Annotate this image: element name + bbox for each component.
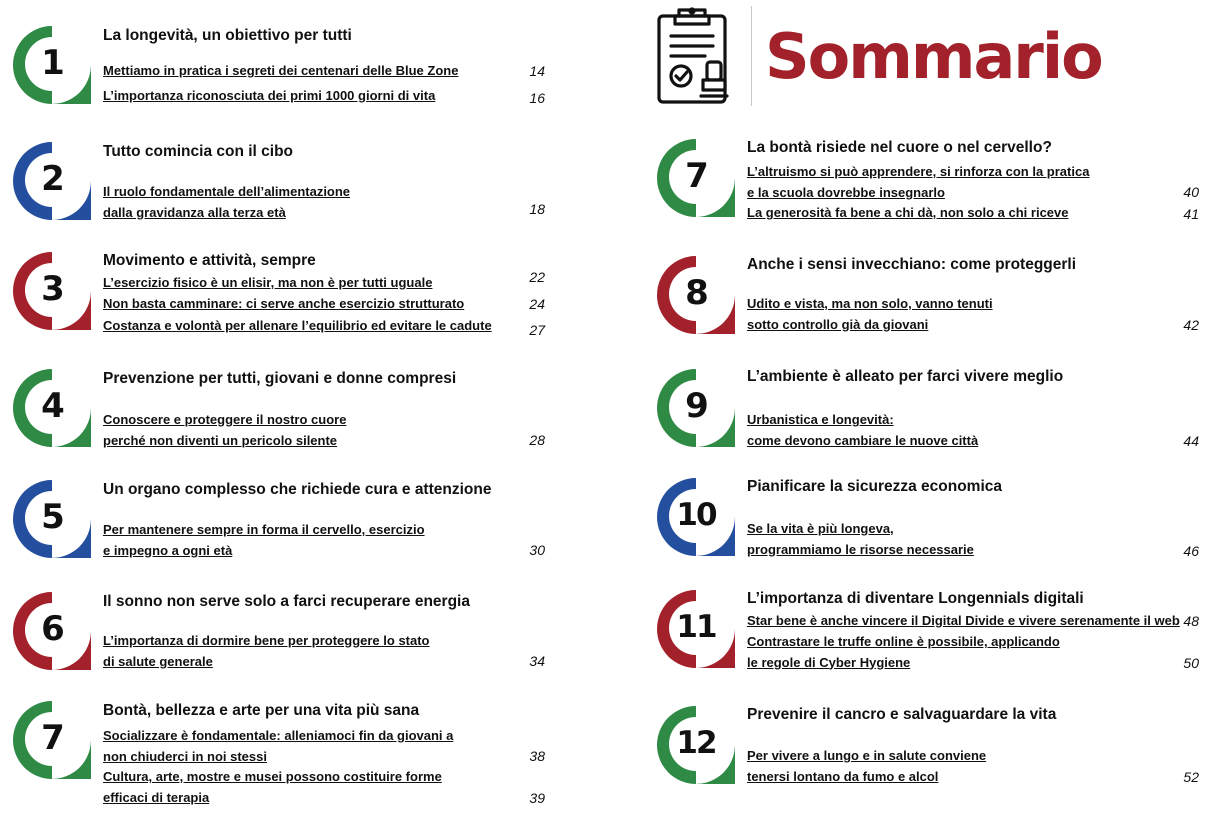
toc-entry-link[interactable]: Non basta camminare: ci serve anche esercizio strutturato [103,296,465,311]
section-number: 7 [685,156,707,196]
header-divider [751,6,752,106]
section-number: 8 [685,273,707,313]
page-number: 28 [529,432,545,448]
section-title: Movimento e attività, sempre [103,252,316,269]
page-number: 30 [529,542,545,558]
section-title: Pianificare la sicurezza economica [747,478,1003,495]
toc-entry-link[interactable]: le regole di Cyber Hygiene [747,654,911,670]
page-number: 18 [529,201,545,217]
section-number: 1 [41,43,63,83]
toc-entry-link[interactable]: Socializzare è fondamentale: alleniamoci fin da giovani a [103,728,454,743]
toc-entry-link[interactable]: e la scuola dovrebbe insegnarlo [747,184,945,200]
toc-entry-link[interactable]: Udito e vista, ma non solo, vanno tenuti [747,296,993,311]
toc-entry-link[interactable]: Per mantenere sempre in forma il cervello, esercizio [103,522,425,537]
page-number: 16 [529,90,545,106]
toc-entry-link[interactable]: Cultura, arte, mostre e musei possono costituire forme [103,769,442,784]
toc-entry-link[interactable]: come devono cambiare le nuove città [747,432,979,448]
toc-entry-link[interactable]: L’esercizio fisico è un elisir, ma non è per tutti uguale [103,275,433,290]
page-number: 50 [1183,655,1199,671]
section-title: Prevenzione per tutti, giovani e donne compresi [103,370,457,387]
section-number: 6 [41,609,63,649]
section-number: 11 [676,609,716,645]
section-number: 2 [41,159,63,199]
section-title: La bontà risiede nel cuore o nel cervello? [747,139,1052,156]
page-number: 34 [529,653,545,669]
toc-entry-link[interactable]: Mettiamo in pratica i segreti dei centenari delle Blue Zone [103,63,459,78]
section-title: L’ambiente è alleato per farci vivere meglio [747,368,1064,385]
section-title: Anche i sensi invecchiano: come proteggerli [747,256,1077,273]
section-number: 5 [41,497,63,537]
page-title: Sommario [765,20,1102,93]
page-number: 42 [1183,317,1199,333]
page-number: 52 [1183,769,1199,785]
toc-entry-link[interactable]: tenersi lontano da fumo e alcol [747,768,939,784]
page-number: 44 [1183,433,1199,449]
toc-entry-link[interactable]: sotto controllo già da giovani [747,316,929,332]
toc-entry-link[interactable]: Costanza e volontà per allenare l’equilibrio ed evitare le cadute [103,318,492,333]
page-number: 39 [529,790,545,806]
section-number: 9 [685,386,707,426]
section-number: 4 [41,386,63,426]
section-title: L’importanza di diventare Longennials digitali [747,590,1084,607]
section-number: 12 [676,725,716,761]
section-title: La longevità, un obiettivo per tutti [103,27,352,44]
toc-entry-link[interactable]: Contrastare le truffe online è possibile, applicando [747,634,1060,649]
section-title: Bontà, bellezza e arte per una vita più sana [103,702,420,719]
toc-entry-link[interactable]: perché non diventi un pericolo silente [103,432,338,448]
page-number: 48 [1183,613,1199,629]
toc-entry-link[interactable]: Star bene è anche vincere il Digital Divide e vivere serenamente il web [747,613,1180,628]
page-number: 14 [529,63,545,79]
clipboard-stamp-icon [655,4,741,108]
page-number: 41 [1183,206,1199,222]
toc-entry-link[interactable]: Urbanistica e longevità: [747,412,894,427]
section-title: Un organo complesso che richiede cura e attenzione [103,481,492,498]
sommario-header [655,4,1125,108]
page-number: 24 [529,296,545,312]
section-number: 7 [41,718,63,758]
toc-entry-link[interactable]: programmiamo le risorse necessarie [747,541,974,557]
section-number: 3 [41,269,63,309]
toc-entry-link[interactable]: e impegno a ogni età [103,542,233,558]
section-title: Il sonno non serve solo a farci recuperare energia [103,593,470,610]
toc-entry-link[interactable]: di salute generale [103,653,213,669]
page-number: 38 [529,748,545,764]
page-number: 40 [1183,184,1199,200]
toc-entry-link[interactable]: Il ruolo fondamentale dell’alimentazione [103,184,351,199]
page-number: 27 [529,322,545,338]
toc-entry-link[interactable]: L’importanza riconosciuta dei primi 1000 giorni di vita [103,88,436,103]
toc-entry-link[interactable]: Per vivere a lungo e in salute conviene [747,748,987,763]
toc-entry-link[interactable]: Se la vita è più longeva, [747,521,894,536]
toc-entry-link[interactable]: La generosità fa bene a chi dà, non solo a chi riceve [747,205,1069,220]
section-number: 10 [676,497,716,533]
section-title: Tutto comincia con il cibo [103,143,294,160]
toc-entry-link[interactable]: L’importanza di dormire bene per proteggere lo stato [103,633,430,648]
toc-entry-link[interactable]: efficaci di terapia [103,789,210,805]
page-number: 46 [1183,543,1199,559]
toc-entry-link[interactable]: dalla gravidanza alla terza età [103,204,286,220]
section-title: Prevenire il cancro e salvaguardare la vita [747,706,1057,723]
toc-entry-link[interactable]: Conoscere e proteggere il nostro cuore [103,412,347,427]
toc-entry-link[interactable]: non chiuderci in noi stessi [103,748,267,764]
toc-entry-link[interactable]: L’altruismo si può apprendere, si rinforza con la pratica [747,164,1090,179]
page-number: 22 [529,269,545,285]
